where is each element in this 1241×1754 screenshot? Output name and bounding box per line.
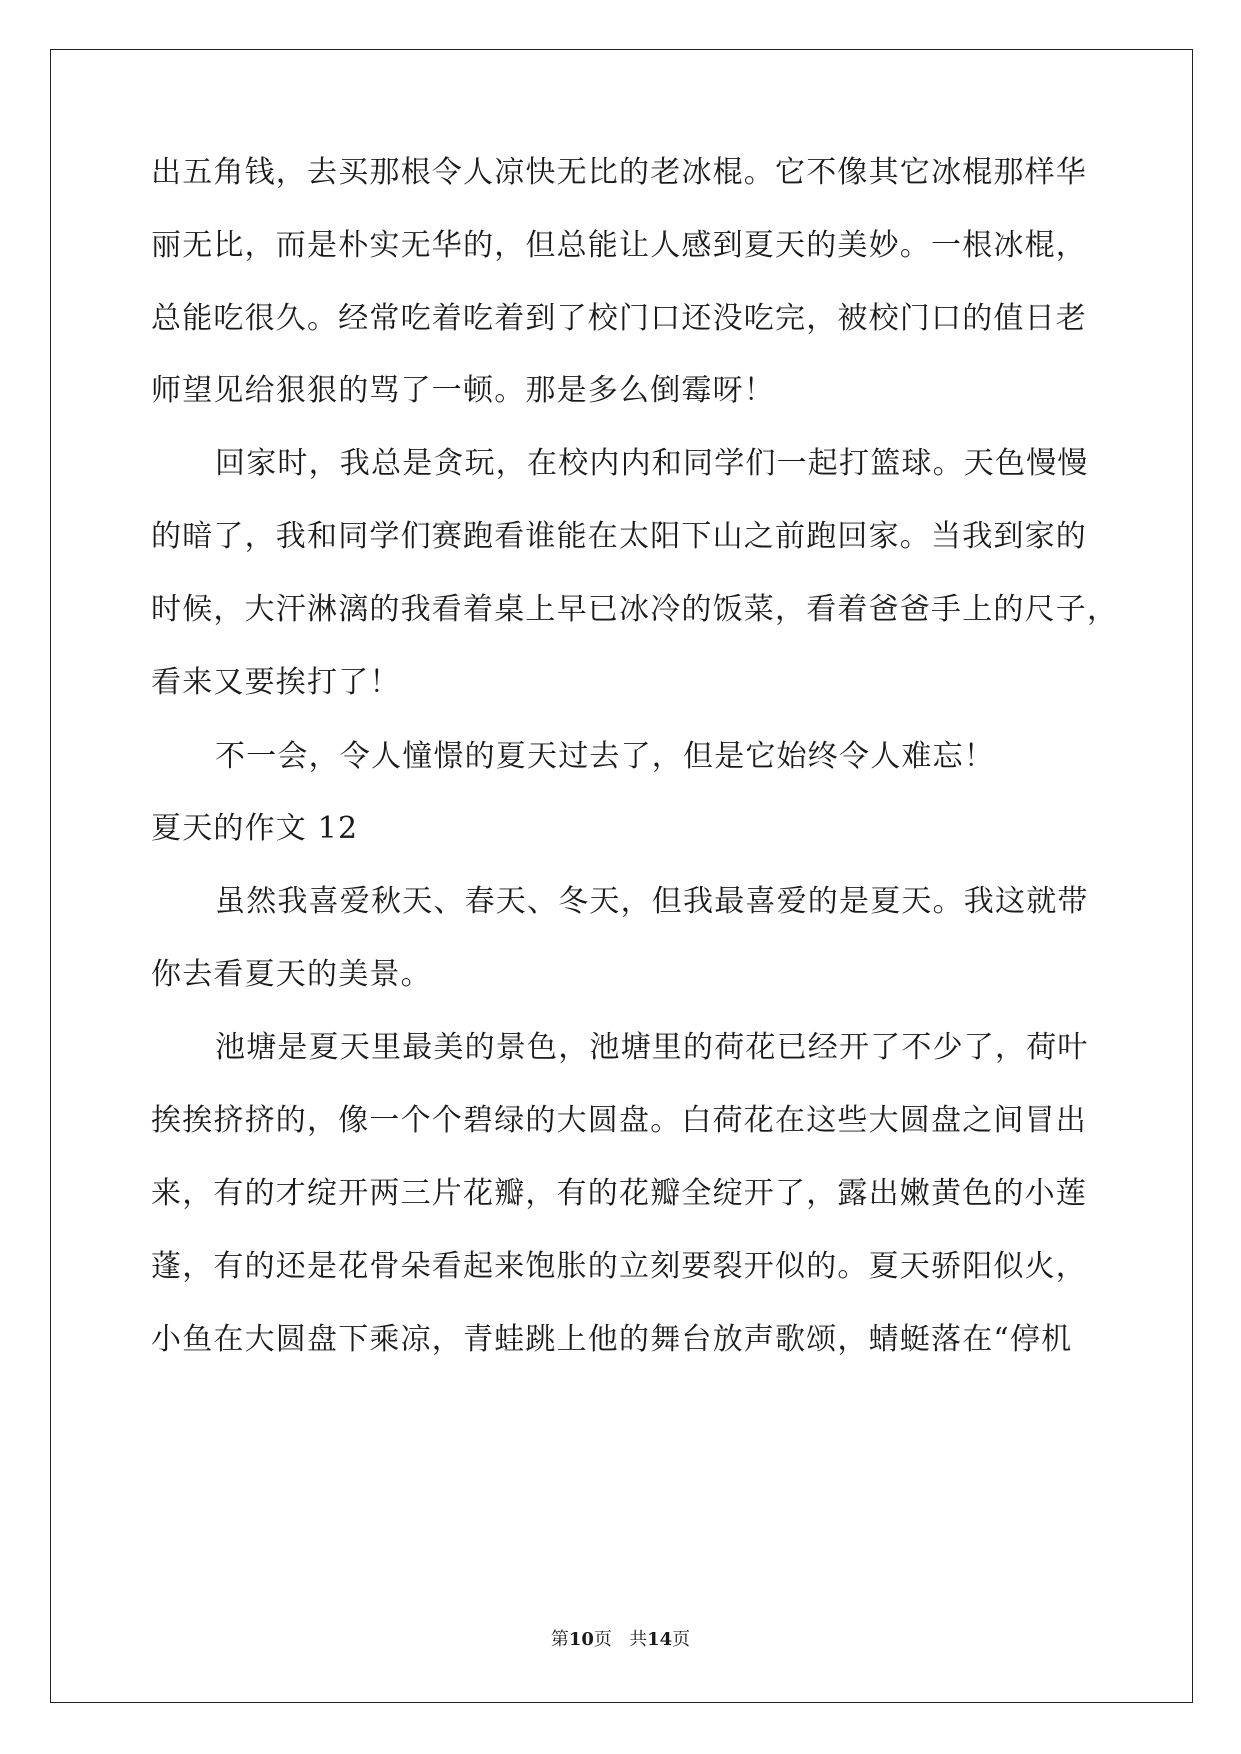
text-line: 你去看夏天的美景。 xyxy=(151,957,432,992)
paragraph-first-line: 回家时，我总是贪玩，在校内内和同学们一起打篮球。天色慢慢 xyxy=(215,446,1089,481)
page-prefix: 第 xyxy=(550,1629,569,1650)
total-page-number: 14 xyxy=(647,1629,673,1650)
page-suffix: 页 xyxy=(672,1629,691,1650)
current-page-number: 10 xyxy=(568,1629,594,1650)
page-number-footer xyxy=(0,1628,1241,1652)
text-line: 小鱼在大圆盘下乘凉，青蛙跳上他的舞台放声歌颂，蜻蜓落在“停机 xyxy=(151,1322,1073,1357)
paragraph-first-line: 不一会，令人憧憬的夏天过去了，但是它始终令人难忘！ xyxy=(215,739,995,774)
text-line: 蓬，有的还是花骨朵看起来饱胀的立刻要裂开似的。夏天骄阳似火， xyxy=(151,1249,1087,1284)
text-line: 总能吃很久。经常吃着吃着到了校门口还没吃完，被校门口的值日老 xyxy=(151,301,1087,336)
paragraph-first-line: 池塘是夏天里最美的景色，池塘里的荷花已经开了不少了，荷叶 xyxy=(215,1030,1089,1065)
section-heading: 夏天的作文 12 xyxy=(151,811,359,846)
text-line: 丽无比，而是朴实无华的，但总能让人感到夏天的美妙。一根冰棍， xyxy=(151,228,1087,263)
text-line: 时候，大汗淋漓的我看着桌上早已冰冷的饭菜，看着爸爸手上的尺子， xyxy=(151,592,1119,627)
paragraph-first-line: 虽然我喜爱秋天、春天、冬天，但我最喜爱的是夏天。我这就带 xyxy=(215,884,1089,919)
page-border xyxy=(50,49,1193,1703)
text-line: 挨挨挤挤的，像一个个碧绿的大圆盘。白荷花在这些大圆盘之间冒出 xyxy=(151,1103,1087,1138)
text-line: 的暗了，我和同学们赛跑看谁能在太阳下山之前跑回家。当我到家的 xyxy=(151,519,1087,554)
text-line: 师望见给狠狠的骂了一顿。那是多么倒霉呀！ xyxy=(151,373,775,408)
text-line: 出五角钱，去买那根令人凉快无比的老冰棍。它不像其它冰棍那样华 xyxy=(151,155,1087,190)
text-line: 看来又要挨打了！ xyxy=(151,665,401,700)
page-mid-text: 页 共 xyxy=(593,1629,648,1650)
text-line: 来，有的才绽开两三片花瓣，有的花瓣全绽开了，露出嫩黄色的小莲 xyxy=(151,1176,1087,1211)
